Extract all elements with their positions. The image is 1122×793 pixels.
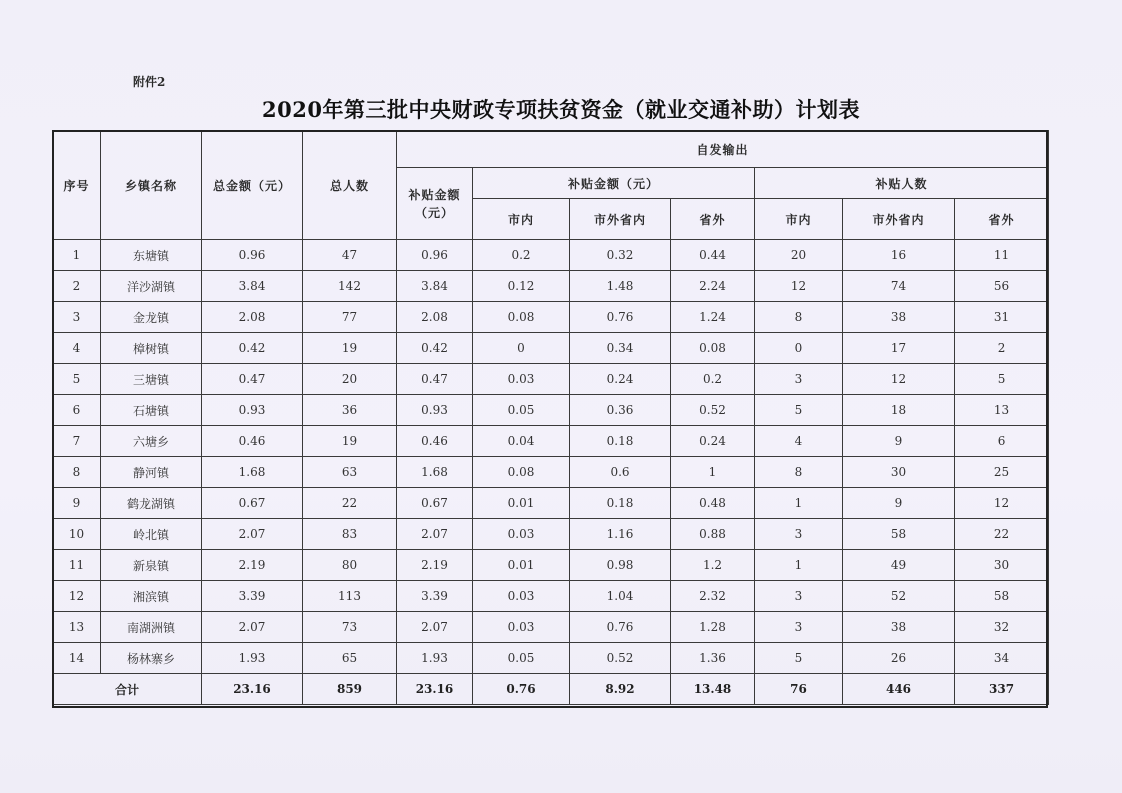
cell-amount-in-city: 0.03 <box>473 519 570 550</box>
total-amount-out-city: 8.92 <box>570 674 671 705</box>
cell-amount-out-city: 0.32 <box>570 240 671 271</box>
cell-amount-out-city: 0.18 <box>570 488 671 519</box>
cell-subsidy: 2.07 <box>397 519 473 550</box>
total-people: 859 <box>303 674 397 705</box>
table-row <box>53 333 1049 364</box>
attachment-label: 附件2 <box>133 75 166 89</box>
cell-people-out-province: 22 <box>955 519 1049 550</box>
cell-amount-out-province: 1.2 <box>671 550 755 581</box>
cell-people-out-city: 9 <box>843 426 955 457</box>
table-row <box>53 550 1049 581</box>
cell-town: 静河镇 <box>101 457 202 488</box>
cell-town: 洋沙湖镇 <box>101 271 202 302</box>
table-row <box>53 271 1049 302</box>
cell-people-out-province: 58 <box>955 581 1049 612</box>
cell-total-people: 19 <box>303 426 397 457</box>
cell-town: 石塘镇 <box>101 395 202 426</box>
total-label: 合计 <box>53 674 202 705</box>
cell-people-in-city: 5 <box>755 395 843 426</box>
table-row <box>53 240 1049 271</box>
table-row <box>53 426 1049 457</box>
cell-people-out-city: 58 <box>843 519 955 550</box>
header-people-out-city: 市外省内 <box>843 199 955 240</box>
cell-seq: 6 <box>53 395 101 426</box>
total-people-out-city: 446 <box>843 674 955 705</box>
cell-seq: 7 <box>53 426 101 457</box>
document-title: 2020年第三批中央财政专项扶贫资金（就业交通补助）计划表 <box>262 97 860 122</box>
cell-town: 南湖洲镇 <box>101 612 202 643</box>
cell-amount-out-city: 0.34 <box>570 333 671 364</box>
total-people-in-city: 76 <box>755 674 843 705</box>
header-total-people: 总人数 <box>303 131 397 240</box>
cell-total-amount: 2.07 <box>202 519 303 550</box>
cell-subsidy: 0.93 <box>397 395 473 426</box>
cell-subsidy: 0.42 <box>397 333 473 364</box>
table-row <box>53 519 1049 550</box>
cell-total-people: 20 <box>303 364 397 395</box>
cell-people-in-city: 20 <box>755 240 843 271</box>
table-row <box>53 364 1049 395</box>
cell-amount-out-city: 0.76 <box>570 612 671 643</box>
cell-people-out-province: 34 <box>955 643 1049 674</box>
cell-total-people: 19 <box>303 333 397 364</box>
cell-total-people: 36 <box>303 395 397 426</box>
cell-subsidy: 2.08 <box>397 302 473 333</box>
cell-people-in-city: 4 <box>755 426 843 457</box>
cell-town: 东塘镇 <box>101 240 202 271</box>
cell-total-amount: 1.93 <box>202 643 303 674</box>
cell-town: 樟树镇 <box>101 333 202 364</box>
header-self-output: 自发输出 <box>397 131 1049 168</box>
header-amount-in-city: 市内 <box>473 199 570 240</box>
total-people-out-province: 337 <box>955 674 1049 705</box>
cell-people-in-city: 8 <box>755 302 843 333</box>
cell-total-people: 65 <box>303 643 397 674</box>
cell-amount-out-province: 0.44 <box>671 240 755 271</box>
header-people-in-city: 市内 <box>755 199 843 240</box>
cell-seq: 9 <box>53 488 101 519</box>
cell-seq: 14 <box>53 643 101 674</box>
cell-people-out-city: 52 <box>843 581 955 612</box>
cell-subsidy: 1.68 <box>397 457 473 488</box>
header-people-out-province: 省外 <box>955 199 1049 240</box>
cell-amount-out-province: 0.2 <box>671 364 755 395</box>
cell-subsidy: 3.84 <box>397 271 473 302</box>
cell-town: 岭北镇 <box>101 519 202 550</box>
table-row <box>53 612 1049 643</box>
header-amount-out-province: 省外 <box>671 199 755 240</box>
header-total-amount: 总金额（元） <box>202 131 303 240</box>
cell-total-amount: 0.46 <box>202 426 303 457</box>
cell-seq: 1 <box>53 240 101 271</box>
cell-people-out-province: 12 <box>955 488 1049 519</box>
cell-subsidy: 2.07 <box>397 612 473 643</box>
cell-people-out-city: 9 <box>843 488 955 519</box>
cell-people-out-province: 2 <box>955 333 1049 364</box>
table-row <box>53 302 1049 333</box>
cell-amount-in-city: 0.12 <box>473 271 570 302</box>
cell-people-out-city: 17 <box>843 333 955 364</box>
cell-people-out-province: 5 <box>955 364 1049 395</box>
cell-seq: 8 <box>53 457 101 488</box>
cell-amount-out-province: 0.08 <box>671 333 755 364</box>
cell-amount-in-city: 0.2 <box>473 240 570 271</box>
cell-amount-in-city: 0.03 <box>473 612 570 643</box>
table-body <box>53 240 1049 674</box>
cell-subsidy: 0.67 <box>397 488 473 519</box>
cell-people-in-city: 8 <box>755 457 843 488</box>
cell-amount-in-city: 0.03 <box>473 581 570 612</box>
cell-amount-out-province: 0.24 <box>671 426 755 457</box>
cell-amount-out-city: 0.24 <box>570 364 671 395</box>
cell-amount-out-province: 1.28 <box>671 612 755 643</box>
cell-people-out-city: 74 <box>843 271 955 302</box>
cell-amount-in-city: 0.03 <box>473 364 570 395</box>
cell-people-in-city: 3 <box>755 581 843 612</box>
cell-total-amount: 0.42 <box>202 333 303 364</box>
cell-people-out-city: 18 <box>843 395 955 426</box>
cell-total-amount: 2.19 <box>202 550 303 581</box>
cell-town: 金龙镇 <box>101 302 202 333</box>
cell-people-out-city: 16 <box>843 240 955 271</box>
cell-seq: 10 <box>53 519 101 550</box>
table-row <box>53 488 1049 519</box>
cell-seq: 4 <box>53 333 101 364</box>
cell-total-amount: 3.39 <box>202 581 303 612</box>
cell-total-people: 73 <box>303 612 397 643</box>
cell-amount-out-province: 1.24 <box>671 302 755 333</box>
cell-amount-out-city: 0.98 <box>570 550 671 581</box>
cell-total-people: 80 <box>303 550 397 581</box>
cell-subsidy: 1.93 <box>397 643 473 674</box>
cell-seq: 2 <box>53 271 101 302</box>
cell-people-in-city: 1 <box>755 488 843 519</box>
cell-seq: 13 <box>53 612 101 643</box>
header-amount-out-city: 市外省内 <box>570 199 671 240</box>
cell-amount-in-city: 0.08 <box>473 457 570 488</box>
cell-amount-in-city: 0.01 <box>473 488 570 519</box>
header-subsidy-amount: 补贴金额（元） <box>397 168 473 240</box>
cell-people-out-province: 32 <box>955 612 1049 643</box>
cell-subsidy: 2.19 <box>397 550 473 581</box>
cell-total-amount: 0.67 <box>202 488 303 519</box>
cell-people-out-city: 12 <box>843 364 955 395</box>
cell-people-out-city: 30 <box>843 457 955 488</box>
cell-amount-out-city: 1.04 <box>570 581 671 612</box>
cell-people-out-province: 6 <box>955 426 1049 457</box>
cell-people-out-province: 30 <box>955 550 1049 581</box>
cell-town: 杨林寨乡 <box>101 643 202 674</box>
cell-amount-out-province: 1.36 <box>671 643 755 674</box>
cell-people-in-city: 12 <box>755 271 843 302</box>
cell-subsidy: 0.96 <box>397 240 473 271</box>
cell-town: 鹤龙湖镇 <box>101 488 202 519</box>
cell-people-in-city: 3 <box>755 364 843 395</box>
header-town: 乡镇名称 <box>101 131 202 240</box>
cell-amount-out-province: 0.88 <box>671 519 755 550</box>
cell-total-people: 22 <box>303 488 397 519</box>
table-row <box>53 581 1049 612</box>
cell-total-amount: 0.96 <box>202 240 303 271</box>
cell-amount-out-province: 1 <box>671 457 755 488</box>
cell-total-people: 47 <box>303 240 397 271</box>
cell-amount-out-city: 0.6 <box>570 457 671 488</box>
total-amount-in-city: 0.76 <box>473 674 570 705</box>
table-row <box>53 643 1049 674</box>
header-subsidy-people-group: 补贴人数 <box>755 168 1049 199</box>
cell-total-people: 142 <box>303 271 397 302</box>
cell-people-out-city: 38 <box>843 612 955 643</box>
cell-town: 三塘镇 <box>101 364 202 395</box>
cell-total-people: 83 <box>303 519 397 550</box>
cell-amount-out-city: 0.36 <box>570 395 671 426</box>
cell-people-out-province: 25 <box>955 457 1049 488</box>
cell-seq: 12 <box>53 581 101 612</box>
cell-amount-in-city: 0 <box>473 333 570 364</box>
cell-people-in-city: 1 <box>755 550 843 581</box>
cell-total-amount: 0.47 <box>202 364 303 395</box>
table-row <box>53 395 1049 426</box>
cell-amount-out-city: 0.76 <box>570 302 671 333</box>
cell-amount-in-city: 0.01 <box>473 550 570 581</box>
cell-amount-in-city: 0.08 <box>473 302 570 333</box>
cell-people-out-city: 49 <box>843 550 955 581</box>
cell-people-out-province: 11 <box>955 240 1049 271</box>
total-amount: 23.16 <box>202 674 303 705</box>
cell-amount-out-city: 1.48 <box>570 271 671 302</box>
cell-total-people: 113 <box>303 581 397 612</box>
cell-town: 新泉镇 <box>101 550 202 581</box>
total-amount-out-province: 13.48 <box>671 674 755 705</box>
cell-amount-out-city: 0.18 <box>570 426 671 457</box>
cell-town: 湘滨镇 <box>101 581 202 612</box>
cell-people-out-city: 26 <box>843 643 955 674</box>
cell-amount-out-province: 2.24 <box>671 271 755 302</box>
cell-seq: 5 <box>53 364 101 395</box>
cell-total-amount: 1.68 <box>202 457 303 488</box>
cell-people-in-city: 0 <box>755 333 843 364</box>
cell-total-amount: 2.07 <box>202 612 303 643</box>
cell-amount-out-city: 0.52 <box>570 643 671 674</box>
cell-seq: 11 <box>53 550 101 581</box>
plan-table <box>52 130 1049 705</box>
cell-subsidy: 0.47 <box>397 364 473 395</box>
cell-town: 六塘乡 <box>101 426 202 457</box>
cell-people-out-province: 56 <box>955 271 1049 302</box>
cell-amount-in-city: 0.04 <box>473 426 570 457</box>
table-header <box>53 131 1049 240</box>
cell-amount-out-province: 0.52 <box>671 395 755 426</box>
cell-amount-out-province: 0.48 <box>671 488 755 519</box>
cell-seq: 3 <box>53 302 101 333</box>
cell-people-in-city: 3 <box>755 612 843 643</box>
cell-subsidy: 0.46 <box>397 426 473 457</box>
cell-amount-in-city: 0.05 <box>473 643 570 674</box>
cell-amount-out-city: 1.16 <box>570 519 671 550</box>
cell-amount-out-province: 2.32 <box>671 581 755 612</box>
cell-people-in-city: 3 <box>755 519 843 550</box>
cell-people-out-province: 13 <box>955 395 1049 426</box>
cell-people-out-province: 31 <box>955 302 1049 333</box>
cell-amount-in-city: 0.05 <box>473 395 570 426</box>
cell-total-amount: 0.93 <box>202 395 303 426</box>
total-subsidy: 23.16 <box>397 674 473 705</box>
cell-subsidy: 3.39 <box>397 581 473 612</box>
total-row <box>53 674 1049 705</box>
cell-total-amount: 3.84 <box>202 271 303 302</box>
header-seq: 序号 <box>53 131 101 240</box>
cell-people-in-city: 5 <box>755 643 843 674</box>
cell-total-people: 77 <box>303 302 397 333</box>
table-row <box>53 457 1049 488</box>
cell-total-people: 63 <box>303 457 397 488</box>
header-subsidy-amount-group: 补贴金额（元） <box>473 168 755 199</box>
cell-total-amount: 2.08 <box>202 302 303 333</box>
cell-people-out-city: 38 <box>843 302 955 333</box>
